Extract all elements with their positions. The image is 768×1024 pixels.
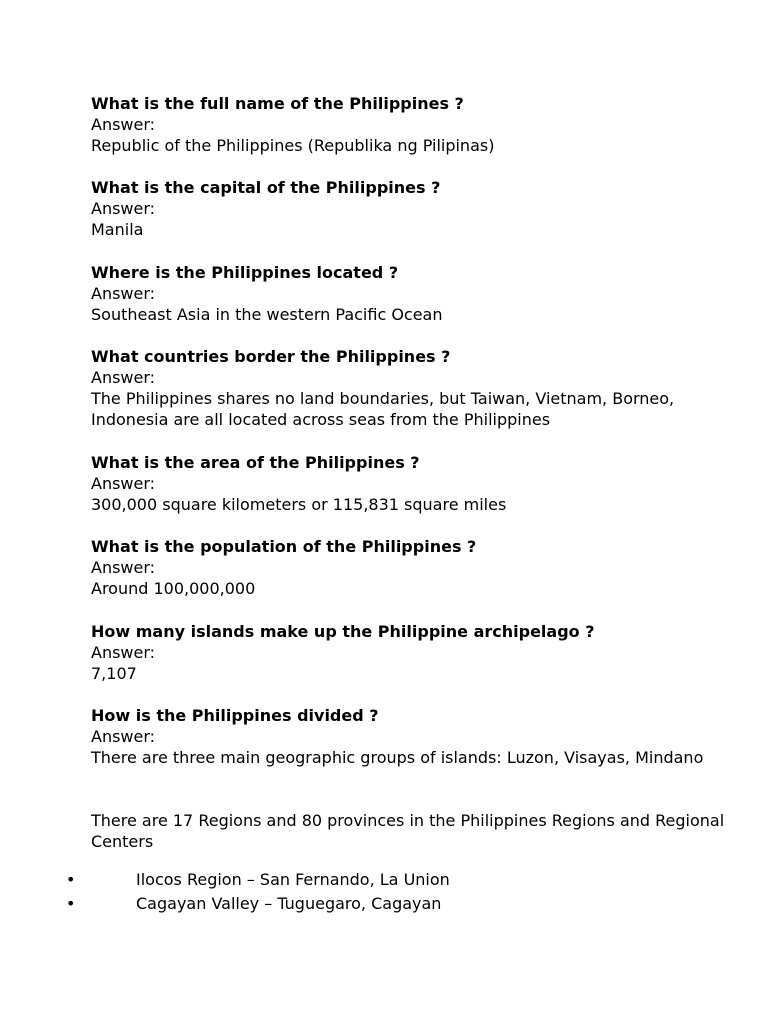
answer-text: There are three main geographic groups of islands: Luzon, Visayas, Mindano — [91, 748, 704, 767]
answer-text: Manila — [91, 220, 144, 239]
question: How many islands make up the Philippine archipelago ? — [91, 622, 595, 641]
regions-paragraph: There are 17 Regions and 80 provinces in the Philippines Regions and Regional Centers — [91, 811, 725, 851]
answer-text: The Philippines shares no land boundaries, but Taiwan, Vietnam, Borneo, Indonesia are all located across seas from the Philippines — [91, 389, 675, 429]
answer-label: Answer: — [91, 368, 156, 387]
question: What is the full name of the Philippines ? — [91, 94, 464, 113]
answer-label: Answer: — [91, 474, 156, 493]
answer-text: Republic of the Philippines (Republika ng Pilipinas) — [91, 136, 495, 155]
answer-label: Answer: — [91, 558, 156, 577]
bullet-icon: • — [66, 870, 76, 889]
qa-item-location — [91, 262, 731, 325]
list-item-text: Cagayan Valley – Tuguegaro, Cagayan — [136, 894, 442, 913]
bullet-icon: • — [66, 894, 76, 913]
answer-text: Southeast Asia in the western Pacific Ocean — [91, 305, 443, 324]
answer-label: Answer: — [91, 727, 156, 746]
qa-item-borders — [91, 346, 731, 430]
qa-item-area — [91, 452, 731, 515]
answer-label: Answer: — [91, 284, 156, 303]
question: What is the capital of the Philippines ? — [91, 178, 441, 197]
answer-label: Answer: — [91, 643, 156, 662]
question: What countries border the Philippines ? — [91, 347, 451, 366]
question: What is the population of the Philippines ? — [91, 537, 477, 556]
question: Where is the Philippines located ? — [91, 263, 399, 282]
list-item-text: Ilocos Region – San Fernando, La Union — [136, 870, 450, 889]
qa-item-capital — [91, 177, 731, 240]
answer-text: 7,107 — [91, 664, 137, 683]
qa-item-islands — [91, 621, 731, 684]
answer-text: 300,000 square kilometers or 115,831 square miles — [91, 495, 507, 514]
list-item — [0, 893, 768, 915]
qa-item-divisions — [91, 705, 731, 768]
question: What is the area of the Philippines ? — [91, 453, 420, 472]
answer-label: Answer: — [91, 115, 156, 134]
answer-text: Around 100,000,000 — [91, 579, 256, 598]
qa-item-population — [91, 536, 731, 599]
qa-item-full-name — [91, 93, 731, 156]
question: How is the Philippines divided ? — [91, 706, 379, 725]
list-item — [0, 869, 768, 891]
answer-label: Answer: — [91, 199, 156, 218]
